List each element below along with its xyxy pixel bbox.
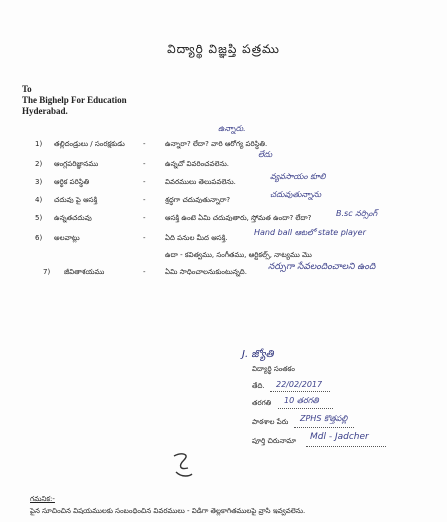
item-label: చదువు పై ఆసక్తి: [54, 196, 98, 204]
item-question: ఏమి సాధించాలనుకుంటున్నది.: [165, 268, 247, 276]
item-dash: -: [143, 160, 146, 168]
school-underline: [294, 427, 354, 428]
form-item: [0, 196, 447, 210]
item-dash: -: [143, 268, 146, 276]
form-item: [0, 268, 447, 282]
item-label: జీవితాశయము: [64, 268, 105, 276]
item-question: శ్రద్ధగా చదువుతున్నారా?: [165, 196, 231, 204]
item-number: 1): [35, 140, 43, 148]
class-value: 10 తరగతి: [284, 396, 319, 405]
class-underline: [278, 408, 333, 409]
student-signature: J. జ్యోతి: [242, 349, 274, 360]
form-item: [0, 234, 447, 248]
item-label: ఉన్నతచదువు: [54, 214, 92, 222]
address-underline: [306, 446, 386, 447]
sign-label: విద్యార్థి సంతకం: [252, 365, 295, 373]
scribble-mark: [170, 450, 198, 480]
date-underline: [270, 391, 330, 392]
item-answer: చదువుతున్నాను: [270, 190, 322, 199]
form-item: [0, 160, 447, 174]
item-question: ఉన్నారా? లేదా? వారి ఆరోగ్య పరిస్థితి.: [165, 140, 268, 148]
address-value: Mdl - Jadcher: [310, 432, 369, 442]
item-number: 6): [35, 234, 43, 242]
footer-note-text: పైన సూచించిన విషయములకు సంబంధించిన వివరములు - విడిగా తెల్లకాగితములపై వ్రాసి ఇవ్వవలెను.: [30, 507, 306, 515]
item-answer: B.sc నర్సింగ్: [336, 209, 378, 218]
item-question: ఆసక్తి ఉంటె ఏమి చదువుతారు, స్తోమత ఉందా? లేదా?: [165, 214, 312, 222]
item-example: ఉదా - కవిత్వము, సంగీతము, ఆర్టికల్స్, నాట్యము మొ: [165, 251, 312, 259]
item-answer: ఉన్నారు.: [218, 124, 246, 133]
item-label: తల్లిదండ్రులు / సంరక్షకుడు: [54, 140, 125, 148]
date-label: తేది.: [252, 382, 265, 390]
item-answer: Hand ball ఆటలో state player: [254, 228, 366, 237]
item-dash: -: [143, 234, 146, 242]
item-number: 3): [35, 178, 43, 186]
recipient-name: The Bighelp For Education: [22, 95, 127, 105]
recipient-city: Hyderabad.: [22, 106, 68, 116]
address-label: పూర్తి చిరునామా: [252, 437, 297, 445]
item-question: ఉన్నచో వివరించవలెను.: [165, 160, 229, 168]
item-answer: నర్సుగా సేవలందించాలని ఉంది: [268, 262, 376, 272]
item-number: 2): [35, 160, 43, 168]
item-label: అలవాట్లు: [54, 234, 80, 242]
to-line: To: [22, 84, 32, 94]
item-label: ఆర్థిక పరిస్థితి: [54, 178, 90, 186]
form-item: [0, 214, 447, 228]
to-address-block: [22, 84, 127, 117]
footer-note-label: గమనిక:-: [30, 495, 55, 503]
item-label: ఆంగ్లపరిజ్ఞానము: [54, 160, 99, 168]
school-label: పాఠశాల పేరు: [252, 418, 289, 426]
form-item: [0, 178, 447, 192]
form-item: [0, 140, 447, 154]
item-question: ఏది పనుల మీద ఆసక్తి.: [165, 234, 228, 242]
document-title: విద్యార్థి విజ్ఞప్తి పత్రము: [167, 42, 280, 56]
item-dash: -: [143, 178, 146, 186]
item-answer: వ్యవసాయం కూలి: [270, 172, 326, 181]
item-number: 7): [43, 268, 51, 276]
item-answer: లేదు: [258, 150, 273, 159]
item-question: వివరములు తెలుపవలెను.: [165, 178, 236, 186]
item-number: 4): [35, 196, 43, 204]
class-label: తరగతి: [252, 399, 272, 407]
date-value: 22/02/2017: [276, 380, 323, 389]
item-number: 5): [35, 214, 43, 222]
item-dash: -: [143, 214, 146, 222]
school-value: ZPHS కొత్తపల్లి: [300, 414, 348, 423]
item-dash: -: [143, 140, 146, 148]
item-dash: -: [143, 196, 146, 204]
